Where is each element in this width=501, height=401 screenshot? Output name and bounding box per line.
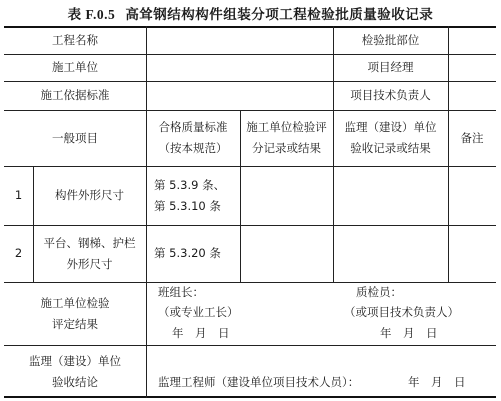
- project-name-value[interactable]: [146, 26, 333, 54]
- item-criteria-line1: 第 5.3.9 条、: [154, 177, 226, 192]
- unit-check-header: [240, 110, 333, 166]
- conclusion-date: 年 月 日: [408, 375, 466, 389]
- criteria-header-line1: 合格质量标准: [158, 120, 228, 134]
- inspection-lot-label: 检验批部位: [361, 32, 420, 47]
- item-name-line1: 平台、钢梯、护栏: [43, 235, 136, 250]
- item-number: 2: [14, 246, 23, 260]
- item-criteria-line2: 第 5.3.10 条: [154, 198, 221, 213]
- item-criteria: [146, 166, 240, 225]
- evaluation-label-line2: 评定结果: [52, 316, 98, 331]
- project-name-label: 工程名称: [52, 32, 98, 47]
- item-name-line2: 外形尺寸: [66, 256, 113, 271]
- item-name-line1: 构件外形尺寸: [55, 188, 124, 202]
- project-manager-value[interactable]: [448, 54, 496, 81]
- inspection-lot-value[interactable]: [448, 26, 496, 54]
- evaluation-date-right: 年 月 日: [380, 326, 438, 340]
- remarks-header: 备注: [460, 130, 484, 145]
- table-title-text: 高耸钢结构构件组装分项工程检验批质量验收记录: [125, 7, 434, 23]
- project-manager-label: 项目经理: [367, 60, 414, 74]
- item-number: 1: [14, 188, 23, 202]
- evaluation-label-line1: 施工单位检验: [40, 295, 110, 310]
- criteria-header: [146, 110, 240, 166]
- team-leader-label: 班组长：: [158, 285, 204, 299]
- table-code: 表 F.0.5: [67, 7, 116, 22]
- standard-label: 施工依据标准: [40, 88, 110, 102]
- evaluation-date-left: 年 月 日: [172, 326, 230, 340]
- general-items-header: 一般项目: [52, 130, 98, 145]
- tech-lead-label: 项目技术负责人: [350, 88, 431, 102]
- construction-unit-label: 施工单位: [52, 60, 98, 74]
- item-name: [33, 166, 146, 225]
- item-supervision-value[interactable]: [333, 166, 448, 225]
- item-remarks-value[interactable]: [448, 225, 496, 282]
- unit-check-header-line1: 施工单位检验评: [246, 120, 327, 134]
- evaluation-label: [4, 282, 146, 345]
- inspector-alt-label: （或项目技术负责人）: [344, 305, 459, 319]
- supervisor-signature-label: 监理工程师（建设单位项目技术人员）：: [158, 375, 360, 389]
- item-criteria: [146, 225, 240, 282]
- column-divider: [146, 282, 147, 398]
- unit-check-header-line2: 分记录或结果: [252, 141, 321, 155]
- item-criteria-line1: 第 5.3.20 条: [154, 246, 221, 260]
- conclusion-label: [4, 345, 146, 398]
- item-unit-check-value[interactable]: [240, 225, 333, 282]
- conclusion-label-line2: 验收结论: [52, 374, 98, 389]
- item-remarks-value[interactable]: [448, 166, 496, 225]
- item-supervision-value[interactable]: [333, 225, 448, 282]
- supervision-header-line2: 验收记录或结果: [350, 141, 431, 155]
- construction-unit-value[interactable]: [146, 54, 333, 81]
- supervision-header: [333, 110, 448, 166]
- inspector-label: 质检员：: [356, 285, 402, 299]
- criteria-header-line2: （按本规范）: [158, 141, 228, 155]
- team-leader-alt-label: （或专业工长）: [158, 305, 239, 319]
- standard-value[interactable]: [146, 81, 333, 110]
- supervision-header-line1: 监理（建设）单位: [344, 120, 437, 134]
- item-name: [33, 225, 146, 282]
- tech-lead-value[interactable]: [448, 81, 496, 110]
- table-title: [0, 3, 501, 23]
- item-unit-check-value[interactable]: [240, 166, 333, 225]
- conclusion-label-line1: 监理（建设）单位: [29, 353, 121, 368]
